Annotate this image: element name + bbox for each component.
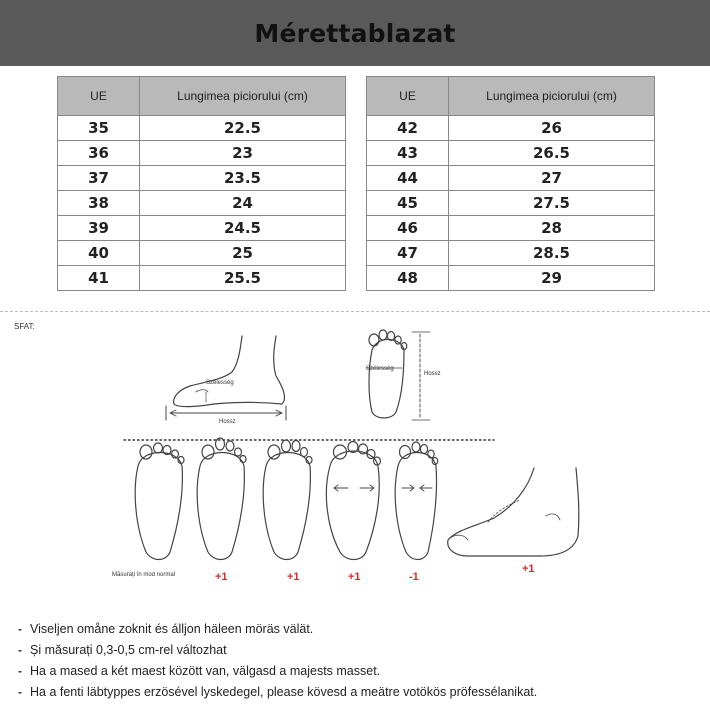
eu-size-cell: 38 — [58, 191, 140, 216]
eu-size-cell: 45 — [367, 191, 449, 216]
foot-length-cell: 27.5 — [449, 191, 655, 216]
toe-4 — [395, 336, 401, 344]
foot-length-cell: 28 — [449, 216, 655, 241]
tip-text: Ha a mased a két maest között van, välgasd a majests masset. — [30, 663, 381, 678]
side-view-foot — [166, 336, 286, 425]
column-header-ue: UE — [58, 77, 140, 116]
table-header-row — [367, 77, 655, 116]
eu-size-cell: 44 — [367, 166, 449, 191]
table-row — [58, 216, 346, 241]
foot-measurement-diagram — [0, 318, 710, 608]
top-foot-outline — [369, 339, 404, 418]
top-view-foot — [366, 330, 441, 420]
eu-size-cell: 48 — [367, 266, 449, 291]
column-header-ue: UE — [367, 77, 449, 116]
size-table-right — [366, 76, 655, 291]
adjust-plus-one: +1 — [215, 571, 228, 583]
eu-size-cell: 39 — [58, 216, 140, 241]
bullet-dash: - — [18, 642, 22, 657]
sole-long-toes — [263, 440, 312, 560]
foot-length-cell: 24.5 — [140, 216, 346, 241]
foot-length-cell: 25.5 — [140, 266, 346, 291]
section-divider — [0, 311, 710, 312]
side-toe-crease — [196, 390, 208, 392]
foot-length-cell: 23 — [140, 141, 346, 166]
high-instep-foot — [448, 468, 579, 556]
adjust-plus-one: +1 — [522, 563, 535, 575]
table-row — [367, 241, 655, 266]
table-row — [367, 116, 655, 141]
narrow-arrows — [402, 485, 432, 491]
eu-size-cell: 46 — [367, 216, 449, 241]
page-title: Mérettablazat — [254, 18, 456, 48]
sole-long-second-toe — [197, 438, 246, 560]
adjust-plus-one: +1 — [287, 571, 300, 583]
table-row — [367, 266, 655, 291]
table-row — [58, 116, 346, 141]
foot-length-cell: 28.5 — [449, 241, 655, 266]
header-bar — [0, 0, 710, 66]
foot-length-cell: 23.5 — [140, 166, 346, 191]
eu-size-cell: 40 — [58, 241, 140, 266]
tip-item — [18, 660, 708, 681]
table-row — [367, 216, 655, 241]
foot-length-cell: 22.5 — [140, 116, 346, 141]
table-row — [367, 166, 655, 191]
top-width-label: Szélesség — [366, 366, 394, 372]
size-table-left — [57, 76, 346, 291]
table-row — [367, 191, 655, 216]
side-length-label: Hossz — [219, 419, 236, 425]
tip-item — [18, 681, 708, 702]
table-row — [58, 141, 346, 166]
foot-length-cell: 25 — [140, 241, 346, 266]
tip-item — [18, 618, 708, 639]
eu-size-cell: 36 — [58, 141, 140, 166]
sole-wide — [326, 442, 380, 560]
tip-text: Viseljen omåne zoknit és álljon häleen möräs välät. — [30, 621, 314, 636]
bullet-dash: - — [18, 663, 22, 678]
table-header-row — [58, 77, 346, 116]
bullet-dash: - — [18, 621, 22, 636]
foot-length-cell: 24 — [140, 191, 346, 216]
foot-length-cell: 26 — [449, 116, 655, 141]
wide-arrows — [334, 485, 374, 491]
table-row — [58, 241, 346, 266]
side-width-label: Szélesség — [206, 380, 234, 386]
instep-outline — [448, 468, 579, 556]
foot-length-cell: 26.5 — [449, 141, 655, 166]
eu-size-cell: 35 — [58, 116, 140, 141]
foot-length-cell: 29 — [449, 266, 655, 291]
eu-size-cell: 42 — [367, 116, 449, 141]
sole-narrow — [395, 442, 438, 560]
tip-text: Și măsurați 0,3-0,5 cm-rel változhat — [30, 642, 227, 657]
table-row — [58, 266, 346, 291]
side-foot-outline — [174, 336, 285, 407]
toe-2 — [379, 330, 387, 340]
toe-1 — [369, 334, 379, 346]
adjust-minus-one: -1 — [409, 571, 419, 583]
column-header-foot-length: Lungimea piciorului (cm) — [449, 77, 655, 116]
column-header-foot-length: Lungimea piciorului (cm) — [140, 77, 346, 116]
foot-length-cell: 27 — [449, 166, 655, 191]
eu-size-cell: 43 — [367, 141, 449, 166]
eu-size-cell: 37 — [58, 166, 140, 191]
sole-normal — [135, 443, 184, 560]
tips-list — [18, 618, 708, 702]
tip-label: SFAT: — [14, 322, 35, 331]
eu-size-cell: 41 — [58, 266, 140, 291]
measure-normal-label: Măsurați în mod normal — [112, 572, 176, 578]
table-row — [58, 191, 346, 216]
adjust-plus-one: +1 — [348, 571, 361, 583]
bullet-dash: - — [18, 684, 22, 699]
table-row — [367, 141, 655, 166]
tip-item — [18, 639, 708, 660]
eu-size-cell: 47 — [367, 241, 449, 266]
tip-text: Ha a fenti läbtyppes erzösével lyskedegel, please kövesd a meätre votökös pröfessélanikat. — [30, 684, 538, 699]
top-length-label: Hossz — [424, 371, 441, 377]
table-row — [58, 166, 346, 191]
